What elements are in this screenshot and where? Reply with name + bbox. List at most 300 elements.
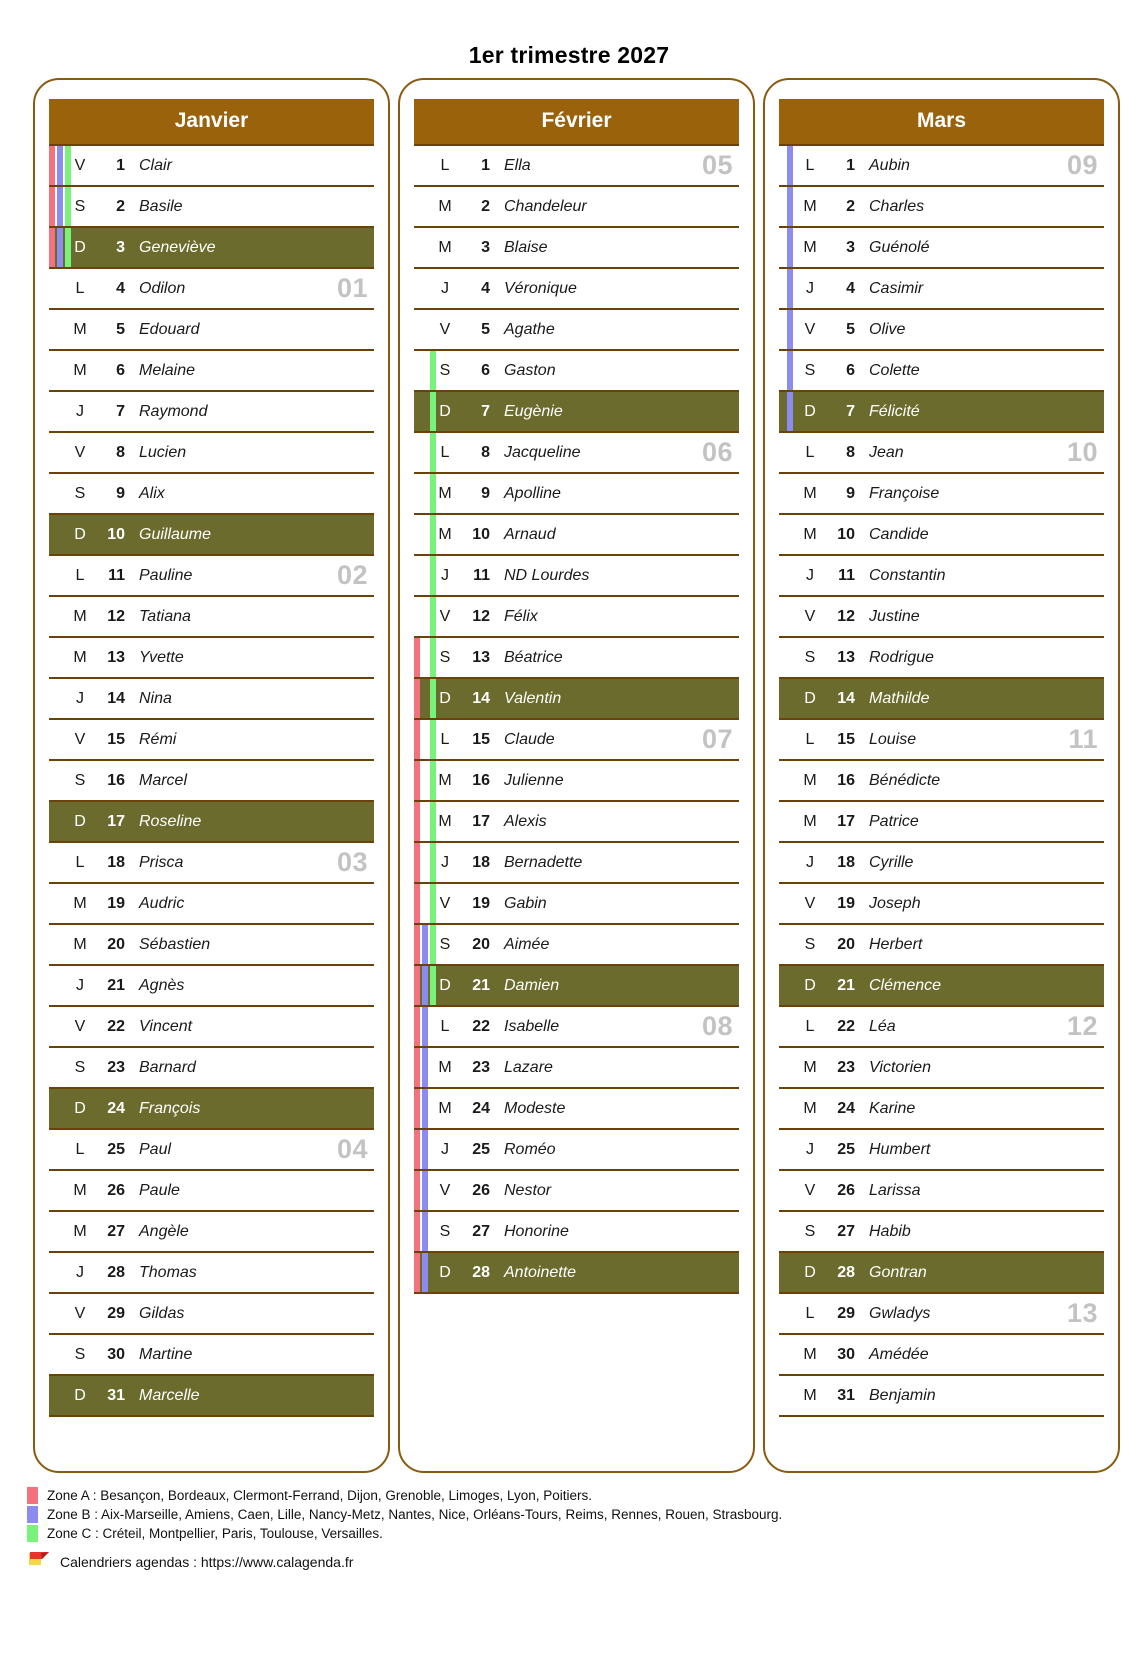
day-row[interactable] <box>779 1089 1104 1130</box>
zone-bar-b <box>787 146 793 185</box>
day-row[interactable] <box>414 433 739 474</box>
day-row[interactable] <box>49 1171 374 1212</box>
zone-bar-a <box>49 802 55 841</box>
day-row[interactable] <box>49 1253 374 1294</box>
day-row[interactable] <box>414 474 739 515</box>
zone-bar-a <box>49 556 55 595</box>
day-row[interactable] <box>414 556 739 597</box>
day-row[interactable] <box>49 515 374 556</box>
zone-bar-c <box>430 474 436 513</box>
legend-line-zone-c <box>27 1525 1138 1542</box>
day-row[interactable] <box>779 433 1104 474</box>
day-row[interactable] <box>414 1089 739 1130</box>
day-row[interactable] <box>49 925 374 966</box>
day-row[interactable] <box>49 1089 374 1130</box>
saint-name: Guénolé <box>869 238 930 256</box>
zone-bar-b <box>57 269 63 308</box>
day-row[interactable] <box>414 1130 739 1171</box>
day-row[interactable] <box>414 884 739 925</box>
zone-bar-b <box>422 228 428 267</box>
week-number: 11 <box>1068 724 1098 754</box>
day-of-week: D <box>74 1099 86 1117</box>
zone-bar-b <box>787 1171 793 1210</box>
saint-name: Justine <box>869 607 920 625</box>
day-row[interactable] <box>49 1335 374 1376</box>
saint-name: Raymond <box>139 402 208 420</box>
zone-bar-a <box>414 1089 420 1128</box>
month-header: Février <box>414 99 739 146</box>
day-list <box>414 146 739 1417</box>
zone-bars <box>49 802 71 841</box>
zone-bar-b <box>422 1130 428 1169</box>
day-row[interactable] <box>49 146 374 187</box>
zone-bars <box>414 1171 436 1210</box>
zone-bars <box>779 556 801 595</box>
zone-bars <box>779 187 801 226</box>
zone-bar-a <box>779 802 785 841</box>
day-of-week: M <box>438 525 452 543</box>
zone-bar-b <box>422 474 428 513</box>
day-row[interactable] <box>414 966 739 1007</box>
zone-bar-b <box>787 966 793 1005</box>
day-number: 1 <box>846 156 855 174</box>
day-row[interactable] <box>49 1294 374 1335</box>
zone-bar-a <box>49 515 55 554</box>
zone-bar-c <box>65 146 71 185</box>
day-row[interactable] <box>414 925 739 966</box>
zone-bar-b <box>787 515 793 554</box>
day-row[interactable] <box>779 720 1104 761</box>
day-number: 11 <box>473 566 490 584</box>
day-of-week: J <box>441 853 449 871</box>
zone-bars <box>414 1048 436 1087</box>
saint-name: Roméo <box>504 1140 556 1158</box>
saint-name: Larissa <box>869 1181 921 1199</box>
day-of-week: S <box>74 1345 86 1363</box>
zone-bar-b <box>422 925 428 964</box>
day-row[interactable] <box>779 925 1104 966</box>
day-row[interactable] <box>779 1335 1104 1376</box>
zone-bar-c <box>430 1089 436 1128</box>
day-row[interactable] <box>779 187 1104 228</box>
day-row[interactable] <box>49 720 374 761</box>
zone-bars <box>49 351 71 390</box>
day-row[interactable] <box>49 884 374 925</box>
zone-bars <box>49 1048 71 1087</box>
day-row[interactable] <box>49 802 374 843</box>
zone-bar-a <box>414 1253 420 1292</box>
zone-bars <box>779 884 801 923</box>
day-of-week: M <box>438 771 452 789</box>
empty-day-row <box>414 1335 739 1376</box>
day-row[interactable] <box>779 1376 1104 1417</box>
day-row[interactable] <box>779 597 1104 638</box>
day-row[interactable] <box>779 1294 1104 1335</box>
saint-name: Clémence <box>869 976 942 994</box>
day-of-week: S <box>804 648 816 666</box>
zone-bar-a <box>49 433 55 472</box>
saint-name: Mathilde <box>869 689 930 707</box>
day-row[interactable] <box>779 515 1104 556</box>
day-number: 11 <box>838 566 855 584</box>
zone-bars <box>414 556 436 595</box>
day-of-week: L <box>440 443 450 461</box>
day-row[interactable] <box>779 351 1104 392</box>
zone-bars <box>49 556 71 595</box>
saint-name: Amédée <box>869 1345 929 1363</box>
day-of-week: V <box>439 320 451 338</box>
day-row[interactable] <box>414 597 739 638</box>
zone-bars <box>49 269 71 308</box>
zone-bar-b <box>57 1007 63 1046</box>
day-number: 16 <box>472 771 490 789</box>
zone-bar-c <box>430 433 436 472</box>
zone-legend <box>0 1473 1138 1574</box>
day-row[interactable] <box>414 679 739 720</box>
zone-bar-b <box>787 228 793 267</box>
day-number: 22 <box>837 1017 855 1035</box>
day-row[interactable] <box>779 884 1104 925</box>
day-number: 3 <box>481 238 490 256</box>
day-row[interactable] <box>779 392 1104 433</box>
zone-bar-b <box>422 966 428 1005</box>
zone-bars <box>779 1253 801 1292</box>
saint-name: Victorien <box>869 1058 931 1076</box>
saint-name: Benjamin <box>869 1386 936 1404</box>
zone-bar-b <box>787 1294 793 1333</box>
zone-bars <box>49 1335 71 1374</box>
zone-bar-a <box>414 310 420 349</box>
day-row[interactable] <box>414 269 739 310</box>
zone-bar-b <box>57 1376 63 1415</box>
day-number: 20 <box>107 935 125 953</box>
zone-bars <box>779 1212 801 1251</box>
saint-name: Isabelle <box>504 1017 560 1035</box>
zone-bar-a <box>414 1007 420 1046</box>
day-row[interactable] <box>414 1007 739 1048</box>
day-row[interactable] <box>779 679 1104 720</box>
zone-bar-a <box>779 351 785 390</box>
day-row[interactable] <box>414 720 739 761</box>
zone-bar-a <box>779 679 785 718</box>
day-row[interactable] <box>49 392 374 433</box>
day-number: 16 <box>837 771 855 789</box>
day-row[interactable] <box>49 187 374 228</box>
day-row[interactable] <box>779 843 1104 884</box>
day-of-week: V <box>804 1181 816 1199</box>
day-row[interactable] <box>779 474 1104 515</box>
saint-name: Jacqueline <box>504 443 581 461</box>
day-of-week: D <box>439 402 451 420</box>
day-of-week: M <box>803 771 817 789</box>
zone-bar-b <box>787 1048 793 1087</box>
zone-bar-a <box>414 925 420 964</box>
day-row[interactable] <box>49 228 374 269</box>
saint-name: Gwladys <box>869 1304 931 1322</box>
day-of-week: S <box>804 1222 816 1240</box>
zone-bar-b <box>57 392 63 431</box>
day-row[interactable] <box>414 1171 739 1212</box>
zone-bar-a <box>779 556 785 595</box>
zone-bar-b <box>57 597 63 636</box>
zone-bar-c <box>65 1294 71 1333</box>
zone-bar-c <box>65 925 71 964</box>
day-row[interactable] <box>414 351 739 392</box>
zone-bars <box>779 269 801 308</box>
day-row[interactable] <box>779 761 1104 802</box>
week-number: 06 <box>701 437 733 467</box>
zone-bar-c <box>430 966 436 1005</box>
zone-bars <box>49 1253 71 1292</box>
day-of-week: J <box>76 1263 84 1281</box>
zone-bar-c <box>65 1130 71 1169</box>
day-of-week: M <box>803 484 817 502</box>
day-of-week: M <box>438 1058 452 1076</box>
day-row[interactable] <box>414 392 739 433</box>
month-card-mars <box>763 78 1120 1473</box>
day-row[interactable] <box>49 843 374 884</box>
day-number: 14 <box>107 689 125 707</box>
credit-line <box>27 1550 1138 1574</box>
day-of-week: S <box>74 771 86 789</box>
zone-bar-a <box>779 638 785 677</box>
zone-bars <box>49 966 71 1005</box>
week-number: 12 <box>1066 1011 1098 1041</box>
saint-name: Martine <box>139 1345 193 1363</box>
zone-bar-a <box>49 1089 55 1128</box>
day-row[interactable] <box>414 1048 739 1089</box>
zone-bar-b <box>422 720 428 759</box>
saint-name: Habib <box>869 1222 911 1240</box>
day-row[interactable] <box>779 269 1104 310</box>
saint-name: Arnaud <box>504 525 556 543</box>
zone-bar-a <box>779 884 785 923</box>
zone-bars <box>414 474 436 513</box>
zone-bars <box>49 1212 71 1251</box>
day-row[interactable] <box>779 556 1104 597</box>
day-of-week: M <box>438 484 452 502</box>
day-number: 8 <box>481 443 490 461</box>
zone-bar-c <box>795 228 801 267</box>
zone-bars <box>414 1089 436 1128</box>
zone-bar-a <box>779 761 785 800</box>
zone-bar-b <box>787 1253 793 1292</box>
saint-name: Rémi <box>139 730 177 748</box>
day-of-week: D <box>74 812 86 830</box>
zone-bar-c <box>430 351 436 390</box>
zone-bar-a <box>49 1212 55 1251</box>
zone-bar-a <box>49 310 55 349</box>
zone-bar-b <box>422 884 428 923</box>
day-row[interactable] <box>414 146 739 187</box>
week-number: 02 <box>336 560 368 590</box>
day-number: 20 <box>837 935 855 953</box>
day-row[interactable] <box>779 310 1104 351</box>
day-row[interactable] <box>49 351 374 392</box>
zone-bar-a <box>49 474 55 513</box>
zone-bar-a <box>414 269 420 308</box>
day-row[interactable] <box>414 515 739 556</box>
day-row[interactable] <box>49 269 374 310</box>
zone-bar-c <box>65 392 71 431</box>
zone-swatch-b-icon <box>27 1506 38 1523</box>
zone-bar-c <box>430 228 436 267</box>
zone-bar-b <box>422 1253 428 1292</box>
day-number: 22 <box>107 1017 125 1035</box>
day-row[interactable] <box>414 310 739 351</box>
zone-bar-b <box>57 515 63 554</box>
day-number: 28 <box>107 1263 125 1281</box>
zone-bar-a <box>414 392 420 431</box>
day-row[interactable] <box>414 1253 739 1294</box>
zone-bars <box>414 843 436 882</box>
zone-bar-b <box>57 1130 63 1169</box>
zone-bars <box>779 392 801 431</box>
saint-name: Chandeleur <box>504 197 587 215</box>
day-of-week: V <box>74 1304 86 1322</box>
zone-bar-a <box>779 966 785 1005</box>
day-row[interactable] <box>49 638 374 679</box>
zone-bar-b <box>57 187 63 226</box>
day-row[interactable] <box>49 1376 374 1417</box>
day-row[interactable] <box>414 802 739 843</box>
zone-bar-a <box>779 1253 785 1292</box>
day-row[interactable] <box>779 146 1104 187</box>
day-of-week: L <box>440 1017 450 1035</box>
day-row[interactable] <box>49 761 374 802</box>
zone-bars <box>414 597 436 636</box>
day-of-week: V <box>439 894 451 912</box>
day-row[interactable] <box>779 228 1104 269</box>
zone-bar-b <box>57 1335 63 1374</box>
zone-bar-b <box>787 720 793 759</box>
day-row[interactable] <box>414 638 739 679</box>
day-number: 9 <box>846 484 855 502</box>
day-number: 30 <box>107 1345 125 1363</box>
zone-bar-a <box>779 720 785 759</box>
day-of-week: D <box>804 402 816 420</box>
day-row[interactable] <box>779 638 1104 679</box>
zone-bar-c <box>795 146 801 185</box>
day-row[interactable] <box>49 310 374 351</box>
zone-bars <box>49 474 71 513</box>
day-number: 15 <box>472 730 490 748</box>
day-number: 20 <box>472 935 490 953</box>
day-number: 21 <box>837 976 855 994</box>
day-row[interactable] <box>414 761 739 802</box>
day-of-week: D <box>804 689 816 707</box>
day-number: 19 <box>472 894 490 912</box>
day-of-week: M <box>73 935 87 953</box>
zone-bar-a <box>779 228 785 267</box>
day-row[interactable] <box>49 1048 374 1089</box>
day-of-week: V <box>74 1017 86 1035</box>
day-of-week: J <box>806 1140 814 1158</box>
zone-bar-c <box>795 925 801 964</box>
zone-bars <box>414 310 436 349</box>
day-number: 15 <box>107 730 125 748</box>
credit-text: Calendriers agendas : https://www.calagenda.fr <box>60 1554 354 1570</box>
day-of-week: M <box>803 812 817 830</box>
day-number: 8 <box>116 443 125 461</box>
day-row[interactable] <box>49 556 374 597</box>
day-row[interactable] <box>49 1130 374 1171</box>
legend-line-zone-b <box>27 1506 1138 1523</box>
day-number: 30 <box>837 1345 855 1363</box>
day-row[interactable] <box>779 1171 1104 1212</box>
day-row[interactable] <box>779 1212 1104 1253</box>
day-row[interactable] <box>414 843 739 884</box>
saint-name: Audric <box>139 894 185 912</box>
day-row[interactable] <box>49 433 374 474</box>
zone-bar-c <box>65 187 71 226</box>
zone-bar-a <box>49 187 55 226</box>
zone-bar-c <box>430 761 436 800</box>
zone-bar-c <box>795 1171 801 1210</box>
day-row[interactable] <box>779 802 1104 843</box>
zone-bar-c <box>795 761 801 800</box>
day-of-week: M <box>73 361 87 379</box>
day-number: 21 <box>472 976 490 994</box>
zone-bar-a <box>49 351 55 390</box>
day-number: 28 <box>472 1263 490 1281</box>
day-number: 27 <box>837 1222 855 1240</box>
day-row[interactable] <box>49 966 374 1007</box>
zone-bars <box>779 228 801 267</box>
day-row[interactable] <box>414 187 739 228</box>
zone-bar-b <box>787 925 793 964</box>
day-row[interactable] <box>779 1253 1104 1294</box>
day-number: 3 <box>846 238 855 256</box>
zone-bar-b <box>422 187 428 226</box>
day-row[interactable] <box>779 1048 1104 1089</box>
saint-name: Béatrice <box>504 648 563 666</box>
day-row[interactable] <box>49 474 374 515</box>
zone-bars <box>779 146 801 185</box>
day-row[interactable] <box>779 966 1104 1007</box>
saint-name: Alix <box>139 484 165 502</box>
saint-name: Eugènie <box>504 402 563 420</box>
saint-name: Louise <box>869 730 917 748</box>
day-row[interactable] <box>49 597 374 638</box>
zone-bar-b <box>787 1089 793 1128</box>
saint-name: Tatiana <box>139 607 191 625</box>
zone-bars <box>414 720 436 759</box>
zone-bars <box>779 351 801 390</box>
saint-name: Ella <box>504 156 531 174</box>
zone-bar-c <box>65 269 71 308</box>
zone-swatch-a-icon <box>27 1487 38 1504</box>
day-of-week: D <box>804 976 816 994</box>
day-row[interactable] <box>49 1212 374 1253</box>
zone-bar-b <box>57 802 63 841</box>
zone-bar-a <box>414 966 420 1005</box>
saint-name: Casimir <box>869 279 924 297</box>
day-row[interactable] <box>779 1130 1104 1171</box>
day-number: 7 <box>481 402 490 420</box>
day-row[interactable] <box>779 1007 1104 1048</box>
saint-name: Nina <box>139 689 172 707</box>
day-row[interactable] <box>414 228 739 269</box>
zone-bar-a <box>49 146 55 185</box>
day-row[interactable] <box>49 679 374 720</box>
saint-name: Geneviève <box>139 238 216 256</box>
day-row[interactable] <box>49 1007 374 1048</box>
day-of-week: S <box>74 484 86 502</box>
day-of-week: V <box>74 156 86 174</box>
day-number: 18 <box>472 853 490 871</box>
day-row[interactable] <box>414 1212 739 1253</box>
